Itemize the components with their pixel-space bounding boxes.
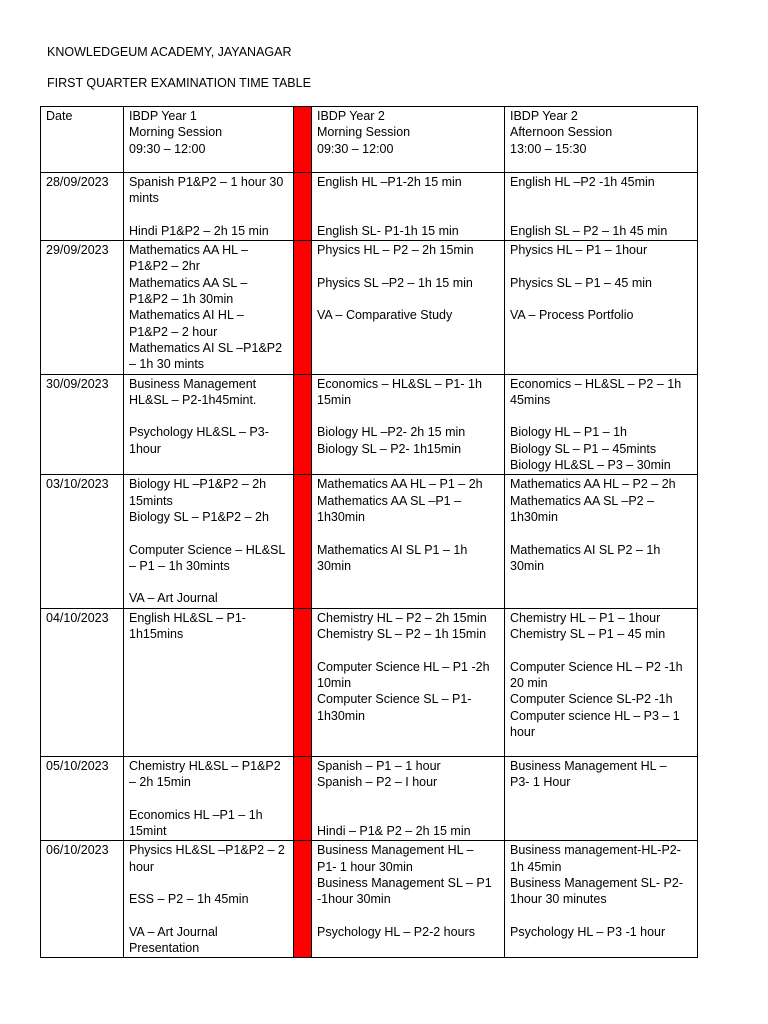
ibdp-year2-morning-cell: [312, 374, 505, 475]
cell-line: – P1 – 1h 30mints: [129, 558, 230, 573]
cell-line: Computer science HL – P3 – 1: [510, 708, 680, 723]
cell-line: 1h 45min: [510, 859, 562, 874]
cell-line: Business Management HL –: [317, 843, 474, 858]
red-divider-cell: [294, 841, 312, 958]
cell-line: [317, 190, 500, 206]
cell-line: [510, 525, 693, 541]
cell-line: [317, 291, 500, 307]
cell-line: VA – Comparative Study: [317, 308, 453, 323]
date-cell: [41, 173, 124, 241]
ibdp-year1-morning-cell: [124, 608, 294, 756]
cell-line: 29/09/2023: [46, 243, 109, 258]
cell-line: 13:00 – 15:30: [510, 141, 587, 156]
cell-line: Afternoon Session: [510, 125, 613, 140]
cell-line: hour: [129, 859, 155, 874]
cell-line: – 1h 30 mints: [129, 357, 205, 372]
cell-line: Mathematics AA SL –: [129, 275, 248, 290]
cell-line: 1hour: [129, 441, 161, 456]
red-divider-cell: [294, 608, 312, 756]
cell-line: 15mint: [129, 823, 167, 838]
cell-line: Hindi – P1& P2 – 2h 15 min: [317, 823, 471, 838]
cell-line: [317, 258, 500, 274]
cell-line: Computer Science SL-P2 -1h: [510, 692, 673, 707]
cell-line: [129, 525, 289, 541]
cell-line: Mathematics AA HL –: [129, 243, 249, 258]
cell-line: IBDP Year 2: [317, 109, 385, 123]
cell-line: mints: [129, 191, 159, 206]
ibdp-year2-morning-cell: [312, 756, 505, 840]
cell-line: Chemistry SL – P2 – 1h 15min: [317, 627, 487, 642]
cell-line: Business Management SL – P1: [317, 875, 492, 890]
cell-line: Psychology HL – P3 -1 hour: [510, 924, 666, 939]
cell-line: Mathematics AA HL – P1 – 2h: [317, 477, 483, 492]
ibdp-year2-morning-cell: [312, 841, 505, 958]
cell-line: 03/10/2023: [46, 477, 109, 492]
ibdp-year1-morning-cell: [124, 374, 294, 475]
cell-line: [317, 807, 500, 823]
cell-line: [129, 907, 289, 923]
red-divider-cell: [294, 756, 312, 840]
ibdp-year2-afternoon-cell: [505, 608, 698, 756]
cell-line: [510, 291, 693, 307]
cell-line: P1&P2 – 2hr: [129, 259, 200, 274]
cell-line: English SL- P1-1h 15 min: [317, 223, 459, 238]
cell-line: 30min: [510, 558, 545, 573]
cell-line: 1h30min: [317, 708, 365, 723]
date-cell: [41, 374, 124, 475]
cell-line: Date: [46, 109, 73, 123]
cell-line: ESS – P2 – 1h 45min: [129, 892, 249, 907]
cell-line: IBDP Year 2: [510, 109, 578, 123]
cell-line: [317, 525, 500, 541]
cell-line: [129, 574, 289, 590]
cell-line: [510, 190, 693, 206]
cell-line: 06/10/2023: [46, 843, 109, 858]
date-cell: [41, 241, 124, 374]
cell-line: Business Management HL –: [510, 758, 667, 773]
table-row: [41, 173, 698, 241]
cell-line: English SL – P2 – 1h 45 min: [510, 223, 668, 238]
ibdp-year1-morning-cell: [124, 841, 294, 958]
cell-line: P3- 1 Hour: [510, 775, 571, 790]
cell-line: [317, 408, 500, 424]
ibdp-year1-morning-cell: [124, 173, 294, 241]
cell-line: Biology SL – P1 – 45mints: [510, 441, 657, 456]
cell-line: Chemistry SL – P1 – 45 min: [510, 627, 666, 642]
cell-line: P1&P2 – 2 hour: [129, 324, 218, 339]
header-ibdp-year2-morning: [312, 107, 505, 173]
school-name: KNOWLEDGEUM ACADEMY, JAYANAGAR: [47, 45, 292, 59]
cell-line: Mathematics AI SL P1 – 1h: [317, 542, 468, 557]
cell-line: Economics – HL&SL – P1- 1h: [317, 376, 482, 391]
cell-line: Morning Session: [317, 125, 411, 140]
cell-line: Spanish – P2 – I hour: [317, 775, 438, 790]
table-row: [41, 756, 698, 840]
ibdp-year2-afternoon-cell: [505, 475, 698, 608]
cell-line: Economics – HL&SL – P2 – 1h: [510, 376, 682, 391]
cell-line: Economics HL –P1 – 1h: [129, 807, 263, 822]
ibdp-year2-morning-cell: [312, 608, 505, 756]
ibdp-year2-afternoon-cell: [505, 841, 698, 958]
ibdp-year2-morning-cell: [312, 241, 505, 374]
cell-line: [317, 790, 500, 806]
table-row: [41, 475, 698, 608]
cell-line: 1h30min: [317, 509, 365, 524]
cell-line: 09:30 – 12:00: [129, 141, 206, 156]
cell-line: [317, 642, 500, 658]
table-row: [41, 841, 698, 958]
cell-line: Business management-HL-P2-: [510, 843, 681, 858]
cell-line: [129, 790, 289, 806]
cell-line: Mathematics AI SL P2 – 1h: [510, 542, 661, 557]
table-row: [41, 374, 698, 475]
cell-line: 45mins: [510, 392, 551, 407]
cell-line: Physics SL –P2 – 1h 15 min: [317, 275, 473, 290]
table-row: [41, 241, 698, 374]
cell-line: IBDP Year 1: [129, 109, 197, 123]
red-divider-cell: [294, 374, 312, 475]
cell-line: Spanish – P1 – 1 hour: [317, 758, 441, 773]
cell-line: [510, 408, 693, 424]
cell-line: English HL –P2 -1h 45min: [510, 175, 655, 189]
ibdp-year2-afternoon-cell: [505, 756, 698, 840]
cell-line: Mathematics AA SL –P1 –: [317, 493, 462, 508]
cell-line: Computer Science – HL&SL: [129, 542, 286, 557]
cell-line: P1- 1 hour 30min: [317, 859, 413, 874]
cell-line: Biology HL – P1 – 1h: [510, 425, 627, 440]
cell-line: [129, 207, 289, 223]
cell-line: Physics HL – P2 – 2h 15min: [317, 243, 474, 258]
ibdp-year2-afternoon-cell: [505, 374, 698, 475]
cell-line: Computer Science SL – P1-: [317, 692, 472, 707]
cell-line: 20 min: [510, 675, 548, 690]
red-divider-cell: [294, 241, 312, 374]
ibdp-year1-morning-cell: [124, 475, 294, 608]
cell-line: 10min: [317, 675, 352, 690]
red-divider-cell: [294, 107, 312, 173]
cell-line: Chemistry HL – P2 – 2h 15min: [317, 610, 487, 625]
cell-line: Mathematics AA SL –P2 –: [510, 493, 655, 508]
cell-line: Physics HL – P1 – 1hour: [510, 243, 648, 258]
cell-line: Computer Science HL – P1 -2h: [317, 659, 490, 674]
header-ibdp-year1-morning: [124, 107, 294, 173]
cell-line: 1hour 30 minutes: [510, 892, 607, 907]
cell-line: P1&P2 – 1h 30min: [129, 292, 234, 307]
cell-line: English HL –P1-2h 15 min: [317, 175, 462, 189]
ibdp-year2-afternoon-cell: [505, 173, 698, 241]
cell-line: Presentation: [129, 940, 200, 955]
ibdp-year1-morning-cell: [124, 241, 294, 374]
cell-line: Chemistry HL&SL – P1&P2: [129, 758, 281, 773]
cell-line: 28/09/2023: [46, 175, 109, 189]
cell-line: Hindi P1&P2 – 2h 15 min: [129, 223, 269, 238]
cell-line: Chemistry HL – P1 – 1hour: [510, 610, 661, 625]
cell-line: [510, 258, 693, 274]
cell-line: hour: [510, 724, 536, 739]
ibdp-year1-morning-cell: [124, 756, 294, 840]
cell-line: Psychology HL – P2-2 hours: [317, 924, 475, 939]
cell-line: 09:30 – 12:00: [317, 141, 394, 156]
cell-line: 1h15mins: [129, 627, 184, 642]
date-cell: [41, 841, 124, 958]
cell-line: Biology SL – P1&P2 – 2h: [129, 509, 269, 524]
cell-line: Spanish P1&P2 – 1 hour 30: [129, 175, 284, 189]
cell-line: VA – Process Portfolio: [510, 308, 634, 323]
header-ibdp-year2-afternoon: [505, 107, 698, 173]
cell-line: 04/10/2023: [46, 610, 109, 625]
date-cell: [41, 475, 124, 608]
cell-line: Mathematics AA HL – P2 – 2h: [510, 477, 676, 492]
cell-line: 15min: [317, 392, 352, 407]
red-divider-cell: [294, 475, 312, 608]
ibdp-year2-afternoon-cell: [505, 241, 698, 374]
cell-line: [317, 907, 500, 923]
cell-line: HL&SL – P2-1h45mint.: [129, 392, 257, 407]
red-divider-cell: [294, 173, 312, 241]
cell-line: [510, 642, 693, 658]
document-title: FIRST QUARTER EXAMINATION TIME TABLE: [47, 76, 311, 90]
cell-line: Morning Session: [129, 125, 223, 140]
cell-line: Biology SL – P2- 1h15min: [317, 441, 462, 456]
cell-line: 15mints: [129, 493, 173, 508]
header-row: [41, 107, 698, 173]
cell-line: English HL&SL – P1-: [129, 610, 246, 625]
header-date: [41, 107, 124, 173]
cell-line: Business Management: [129, 376, 257, 391]
cell-line: 1h30min: [510, 509, 558, 524]
cell-line: Physics SL – P1 – 45 min: [510, 275, 652, 290]
cell-line: Biology HL&SL – P3 – 30min: [510, 458, 671, 473]
cell-line: Biology HL –P2- 2h 15 min: [317, 425, 466, 440]
cell-line: Physics HL&SL –P1&P2 – 2: [129, 843, 285, 858]
cell-line: Mathematics AI SL –P1&P2: [129, 340, 283, 355]
cell-line: 30/09/2023: [46, 376, 109, 391]
cell-line: Business Management SL- P2-: [510, 875, 684, 890]
table-row: [41, 608, 698, 756]
cell-line: [129, 875, 289, 891]
exam-timetable: [40, 106, 698, 958]
cell-line: 05/10/2023: [46, 758, 109, 773]
cell-line: [129, 408, 289, 424]
cell-line: Biology HL –P1&P2 – 2h: [129, 477, 267, 492]
cell-line: Computer Science HL – P2 -1h: [510, 659, 683, 674]
cell-line: Mathematics AI HL –: [129, 308, 244, 323]
cell-line: [510, 907, 693, 923]
cell-line: [317, 207, 500, 223]
cell-line: -1hour 30min: [317, 892, 391, 907]
cell-line: – 2h 15min: [129, 775, 191, 790]
cell-line: VA – Art Journal: [129, 924, 218, 939]
cell-line: 30min: [317, 558, 352, 573]
cell-line: Psychology HL&SL – P3-: [129, 425, 269, 440]
date-cell: [41, 756, 124, 840]
date-cell: [41, 608, 124, 756]
cell-line: VA – Art Journal: [129, 591, 218, 606]
ibdp-year2-morning-cell: [312, 475, 505, 608]
ibdp-year2-morning-cell: [312, 173, 505, 241]
cell-line: [510, 207, 693, 223]
